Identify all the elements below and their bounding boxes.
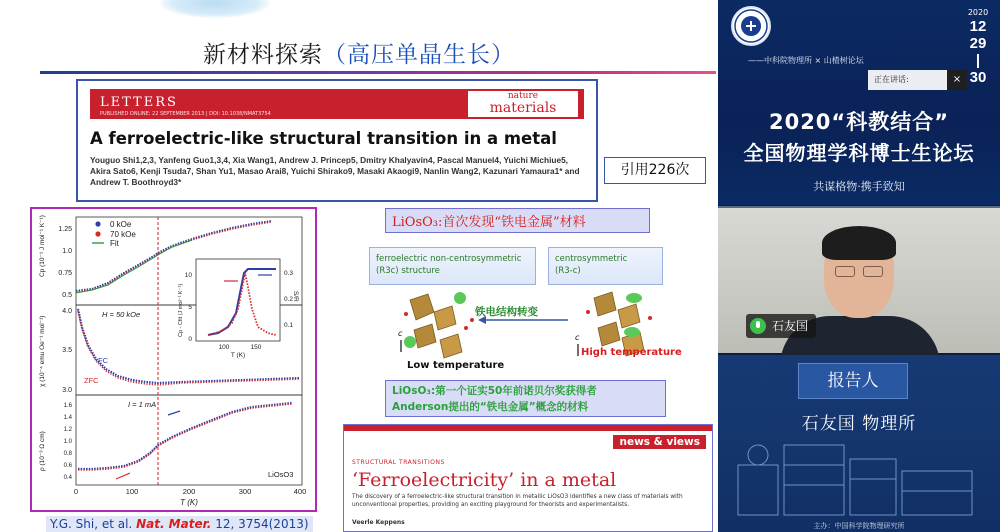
xtick: 100 [125,487,139,496]
inset-xtick: 100 [218,344,230,351]
li-atom [624,327,640,337]
mid-ytick: 3.0 [62,387,72,394]
news-headline: ‘Ferroelectricity’ in a metal [352,469,617,491]
struct-left-line1: ferroelectric non-centrosymmetric [376,254,522,264]
o-atom [464,326,468,330]
bottom-ytick: 1.0 [63,439,72,445]
measurement-plot-panel [30,207,317,512]
top-ytick: 1.0 [62,248,72,255]
journal-section: LETTERS [100,95,178,110]
organizer-line: ——中科院物理所 × 山楂树论坛 [748,56,864,65]
inset-right-label: S/R [292,291,299,302]
date-day-end: 30 [969,69,987,86]
o-atom [470,318,474,322]
reporter-label: 报告人 [798,363,908,399]
forum-banner [718,0,1000,205]
logo-line-2: materials [489,100,557,116]
octahedron [598,322,620,346]
date-separator: | [975,52,981,69]
news-author: Veerle Keppens [352,519,405,526]
top-ylabel: Cp (10⁻¹ J mol⁻¹ K⁻¹) [39,215,46,277]
legend-0koe: 0 kOe [110,220,132,229]
date-month: 12 [969,18,987,35]
glasses-icon [835,266,855,277]
nature-materials-logo [468,91,578,117]
high-temperature-label: High temperature [581,347,682,358]
publication-info: PUBLISHED ONLINE: 22 SEPTEMBER 2013 | DOI: 10.1038/NMAT3754 [100,111,271,117]
bottom-current-label: I = 1 mA [128,400,157,409]
citation-count: 引用226次 [604,157,706,184]
reference-footer [46,516,313,532]
mid-ylabel: χ (10⁻⁴ emu Oe⁻¹ mol⁻¹) [39,315,46,387]
series-fit [76,240,192,293]
paper-authors: Youguo Shi1,2,3, Yanfeng Guo1,3,4, Xia Wang1, Andrew J. Princep5, Dmitry Khalyavin4, Pascal Manuel4, Yuichi Michiue5, Akira Sato6, Kenji Tsuda7, Shan Yu1, Masao Arai8, Yuichi Shirako9, Masaki Akaogi9, Nanlin Wang2, Kazunari Yamaura1* and Andrew T. Boothroyd3* [90,155,580,187]
li-atom [454,292,466,304]
top-ytick: 0.5 [62,292,72,299]
slide-decoration [160,0,270,18]
o-atom [648,316,652,320]
inset-ytick: 5 [188,304,192,311]
legend-0koe-marker [95,221,100,226]
x-axis-label: T (K) [180,498,198,507]
legend-70koe: 70 kOe [110,230,136,239]
octahedron [618,304,640,328]
octahedron [594,292,616,316]
building-illustration [718,435,1000,523]
crystal-structure-diagram [370,290,660,370]
inset-ytick: 10 [184,272,192,279]
top-ytick: 1.25 [58,226,72,233]
logo-emblem-icon [733,8,769,44]
bottom-ytick: 0.8 [63,451,72,457]
news-category: STRUCTURAL TRANSITIONS [352,459,445,466]
ref-volume: 12, 3754(2013) [215,517,309,531]
forum-side-panel [718,0,1000,532]
bottom-ytick: 1.4 [63,415,72,421]
inset-ytick: 0 [188,336,192,343]
legend-70koe-marker [95,231,100,236]
xtick: 0 [73,487,79,496]
ref-authors: Y.G. Shi, et al. [50,517,133,531]
cas-logo-icon [731,6,771,46]
inset-xlabel: T (K) [230,352,246,359]
o-atom [586,310,590,314]
news-topbar [344,425,712,431]
date-day-start: 29 [969,35,987,52]
octahedron [410,294,434,320]
mid-ytick: 3.5 [62,347,72,354]
logo-line-1: nature [507,91,539,101]
li-atom [626,293,642,303]
slide-title-main: 新材料探索 [203,42,323,68]
xtick: 300 [238,487,252,496]
forum-title-line-1: 2020“科教结合” [768,110,950,134]
speaking-indicator: 正在讲话: [868,70,948,90]
host-line: 主办：中国科学院物理研究所 [813,522,905,530]
inset-right-tick: 0.2 [284,296,294,303]
inset-ylabel: Cp - Cfit (J mol⁻¹ K⁻¹) [178,283,184,337]
top-ytick: 0.75 [58,270,72,277]
octahedron [414,324,436,348]
anderson-line-1: LiOsO₃:第一个证实50年前诺贝尔奖获得者 [392,385,597,397]
inset-right-tick: 0.3 [284,270,294,277]
forum-title-line-2: 全国物理学科博士生论坛 [743,141,975,165]
structure-label-centrosymmetric [548,247,663,285]
speaker-name: 石友国 物理所 [801,414,917,434]
measurement-plots [32,209,315,510]
structure-label-ferroelectric [369,247,536,285]
video-speaker-name: 石友国 [772,319,809,333]
octahedron [434,306,456,330]
speaker-hair [822,226,896,260]
axis-c-left: c [398,329,403,338]
paper-box [76,79,598,202]
o-atom [404,312,408,316]
anderson-note-box [385,380,666,417]
news-and-views-clipping [343,424,713,532]
transition-label: 铁电结构转变 [475,306,538,318]
news-views-label: news & views [613,435,706,449]
bottom-arrow-blue [168,411,180,415]
slide-title-highlight: （高压单晶生长） [323,42,515,68]
axis-c-right: c [575,333,580,342]
glasses-icon [863,266,883,277]
mid-fc-label: FC [98,356,108,365]
bottom-ylabel: ρ (10⁻³ Ω cm) [39,431,46,471]
bottom-ytick: 1.2 [63,427,72,433]
date-year: 2020 [967,8,989,17]
lioso3-title-box [385,208,650,233]
li-atom [404,336,416,348]
title-divider [40,71,716,74]
anderson-note [392,383,597,415]
close-speaking-indicator-button[interactable]: × [947,70,967,90]
mid-field-label: H = 50 kOe [102,310,141,319]
struct-right-line2: (R3-c) [555,266,581,276]
bottom-ytick: 1.6 [63,403,72,409]
bottom-sample-label: LiOsO3 [268,470,294,479]
series-rho-blue [78,403,292,469]
inset-xtick: 150 [250,344,262,351]
struct-right-line1: centrosymmetric [555,254,628,264]
octahedron [440,334,462,358]
speaker-info-area [718,355,1000,532]
xtick: 200 [182,487,196,496]
xtick: 400 [293,487,307,496]
inset-right-tick: 0.1 [284,322,294,329]
video-name-tag [746,314,816,338]
microphone-icon [750,318,766,334]
struct-left-line2: (R3c) structure [376,266,440,276]
paper-header-banner [90,89,584,119]
lioso3-title: LiOsO₃:首次发现“铁电金属”材料 [392,215,586,230]
series-rho-red [78,404,292,470]
mid-ytick: 4.0 [62,308,72,315]
news-description: The discovery of a ferroelectric-like structural transition in metallic LiOsO3 identifies a new class of materials with unconventional properties, providing an exciting playground for theorists and experimentalists. [352,494,683,508]
speaker-video-tile[interactable] [718,206,1000,353]
bottom-arrow-red [116,473,130,479]
legend-fit: Fit [110,239,119,248]
ref-journal: Nat. Mater. [136,517,212,531]
slide-title [0,36,718,69]
low-temperature-label: Low temperature [407,360,505,371]
mid-zfc-label: ZFC [84,376,99,385]
bottom-ytick: 0.6 [63,463,72,469]
forum-subtitle: 共谋格物·携手致知 [813,180,905,193]
anderson-line-2: Anderson提出的“铁电金属”概念的材料 [392,401,589,413]
paper-title: A ferroelectric-like structural transition in a metal [90,129,557,148]
bottom-ytick: 0.4 [63,475,72,481]
